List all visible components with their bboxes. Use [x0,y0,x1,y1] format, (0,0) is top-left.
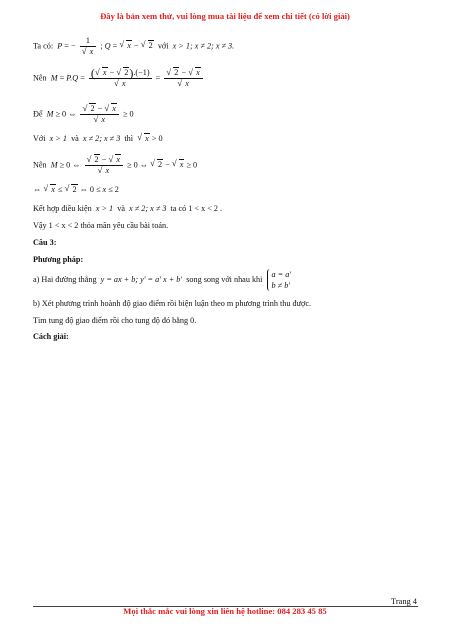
heading-cau-3: Câu 3: [33,238,57,247]
fraction-p: 1 √ x [80,36,97,57]
line-nen-m2: Nên M ≥ 0 ⇔ √ 2 − √ x √ x ≥ 0 ⇔ √ 2 − √ x ≥ 0 [33,155,197,176]
text-thi: thì [124,134,134,143]
text-sys-1: a = a' [271,270,292,279]
heading-phuong-phap: Phương pháp: [33,255,84,264]
line-ket-hop [33,203,222,214]
line-equiv: ⇔ √ x ≤ √ 2 ⇔ 0 ≤ x ≤ 2 [33,184,119,195]
fraction-pq: (√ x − √ 2).(−1) √ x [89,68,152,89]
line-a [33,269,291,291]
text-equiv: ⇔ [33,185,42,194]
text-ket-hop: Kết hợp điều kiện [33,204,92,213]
equation-system [267,269,292,291]
text-condition: x > 1; x ≠ 2; x ≠ 3. [172,41,235,51]
text-sys-2: b ≠ b' [271,281,291,290]
text-nen-2: Nên [33,160,47,170]
line-b: b) Xét phương trình hoành độ giao điểm rồi biện luận theo m phương trình thu được. [33,299,312,308]
line-de-m: Để M ≥ 0 ⇔ √ 2 − √ x √ x ≥ 0 [33,104,134,125]
text-ta-co: Ta có: [33,41,54,51]
text-a-1: a) Hai đường thẳng [33,274,97,284]
fraction-m-ge-2: √ 2 − √ x √ x [85,155,123,176]
text-cond-x: x > 1 [49,134,67,143]
fraction-m: √ 2 − √ x √ x [164,68,202,89]
preview-banner: Đây là bản xem thử, vui lòng mua tài liệu để xem chi tiết (có lời giải) [100,11,350,21]
page-number: Trang 4 [391,597,417,606]
text-c2: x ≠ 2; x ≠ 3 [129,204,167,213]
text-voi-2: Với [33,134,46,143]
text-a-2: song song với nhau khi [186,274,263,284]
text-va: và [71,134,79,143]
text-c1: x > 1 [95,204,114,213]
text-result: ta có 1 < x < 2 . [170,204,223,213]
text-voi: với [157,41,169,51]
line-ta-co: Ta có: P = − 1 √ x ; Q = √ x − √ 2 với x > 1; x ≠ 2; x ≠ 3. [33,36,234,57]
line-vay [33,220,168,231]
line-nen-m: Nên M = P.Q = (√ x − √ 2).(−1) √ x = √ 2 − √ x √ x [33,68,205,89]
heading-cach-giai: Cách giải: [33,332,69,341]
hotline-footer: Mọi thắc mắc vui lòng xin liên hệ hotline: 084 283 45 85 [123,606,327,616]
line-c: Tìm tung độ giao điểm rồi cho tung độ đó bằng 0. [33,316,197,325]
text-a-eq: y = ax + b; y' = a' x + b' [100,274,183,284]
fraction-m-ge: √ 2 − √ x √ x [80,104,118,125]
text-vay: Vậy 1 < x < 2 thỏa mãn yêu cầu bài toán. [33,221,169,230]
text-de: Để [33,109,43,119]
text-va-2: và [117,204,125,213]
text-nen: Nên [33,73,47,83]
line-voi: Với x > 1 và x ≠ 2; x ≠ 3 thì √ x > 0 [33,133,163,144]
text-cond-x2: x ≠ 2; x ≠ 3 [82,134,121,143]
